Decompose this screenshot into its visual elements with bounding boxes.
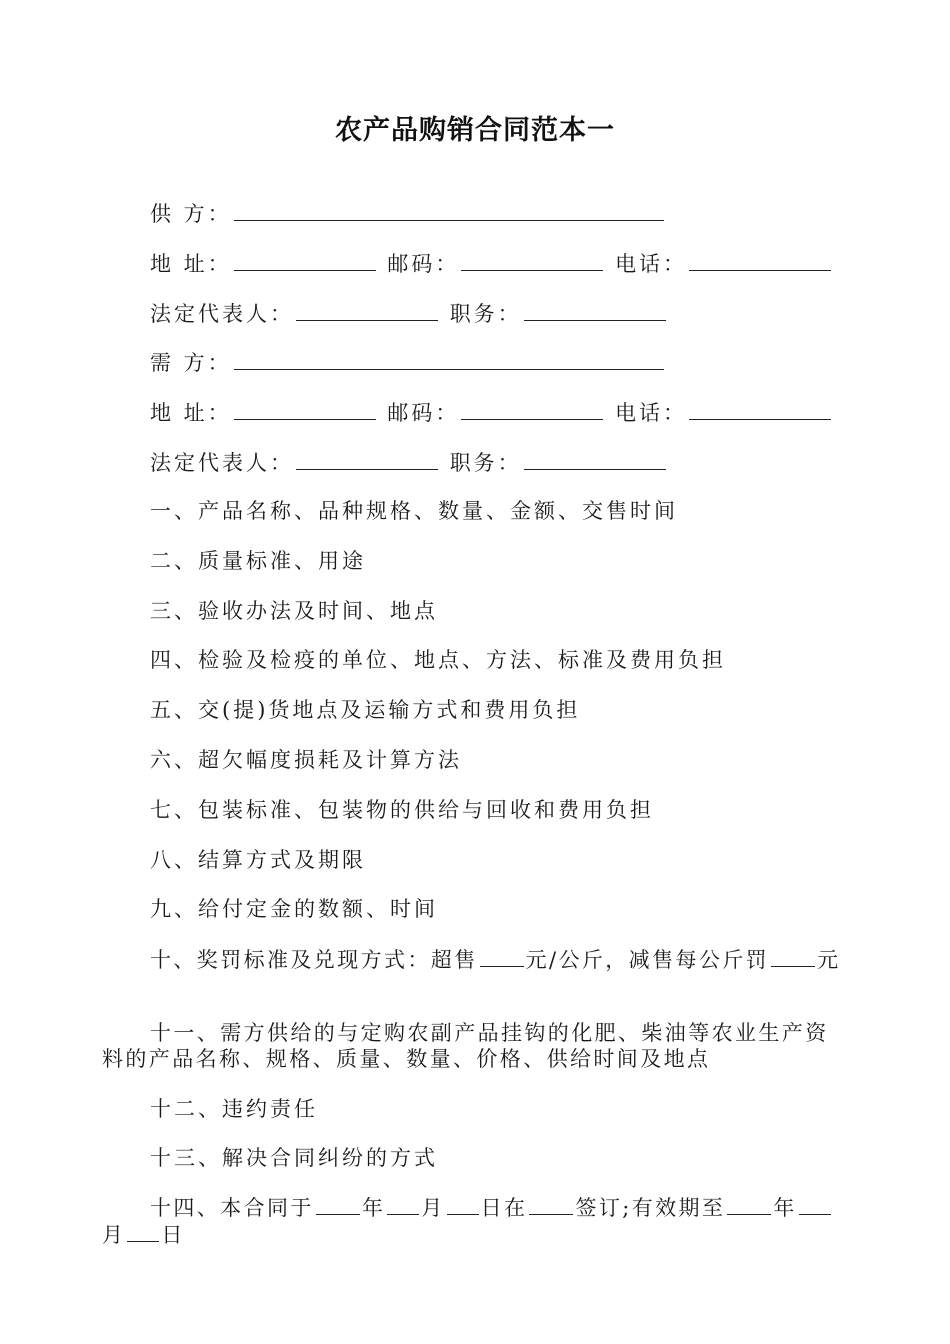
clause-14-year-label: 年 — [361, 1196, 386, 1220]
clause-11: 十一、需方供给的与定购农副产品挂钩的化肥、柴油等农业生产资料的产品名称、规格、质量、数量、价格、供给时间及地点 — [102, 1021, 829, 1071]
supplier-phone-label: 电话： — [615, 252, 688, 276]
clause-14-day-blank[interactable] — [447, 1194, 479, 1215]
clause-10 — [102, 946, 850, 973]
buyer-rep-line — [150, 447, 668, 478]
document-title: 农产品购销合同范本一 — [335, 115, 615, 146]
clause-14-end-year-blank[interactable] — [727, 1194, 771, 1215]
buyer-address-label: 地 址： — [150, 401, 232, 425]
buyer-address-line — [150, 397, 833, 428]
supplier-address-blank[interactable] — [234, 248, 376, 271]
buyer-postcode-label: 邮码： — [387, 401, 460, 425]
supplier-rep-label: 法定代表人： — [150, 302, 294, 326]
clause-9: 九、给付定金的数额、时间 — [150, 897, 438, 921]
buyer-name-blank[interactable] — [234, 347, 664, 370]
clause-10-part3: 元 — [817, 948, 841, 972]
buyer-position-blank[interactable] — [524, 447, 666, 470]
clause-2: 二、质量标准、用途 — [150, 549, 366, 573]
clause-5: 五、交(提)货地点及运输方式和费用负担 — [150, 698, 581, 722]
supplier-postcode-label: 邮码： — [387, 252, 460, 276]
buyer-position-label: 职务： — [449, 451, 522, 475]
clause-14-end-year-label: 年 — [773, 1196, 797, 1220]
supplier-address-line — [150, 248, 833, 279]
buyer-party-line — [150, 347, 666, 378]
buyer-phone-blank[interactable] — [689, 397, 831, 420]
supplier-address-label: 地 址： — [150, 252, 232, 276]
clause-13: 十三、解决合同纠纷的方式 — [150, 1146, 438, 1170]
supplier-postcode-blank[interactable] — [461, 248, 603, 271]
clause-1: 一、产品名称、品种规格、数量、金额、交售时间 — [150, 499, 678, 523]
buyer-postcode-blank[interactable] — [461, 397, 603, 420]
supplier-position-blank[interactable] — [524, 298, 666, 321]
supplier-party-label: 供 方： — [150, 202, 232, 226]
clause-10-penalty-blank[interactable] — [771, 946, 815, 967]
clause-14 — [102, 1194, 850, 1248]
clause-3: 三、验收办法及时间、地点 — [150, 599, 438, 623]
supplier-name-blank[interactable] — [234, 198, 664, 221]
supplier-position-label: 职务： — [449, 302, 522, 326]
clause-7: 七、包装标准、包装物的供给与回收和费用负担 — [150, 798, 654, 822]
supplier-rep-blank[interactable] — [296, 298, 438, 321]
clause-14-end-day-blank[interactable] — [127, 1221, 159, 1242]
buyer-address-blank[interactable] — [234, 397, 376, 420]
buyer-rep-label: 法定代表人： — [150, 451, 294, 475]
clause-14-end-month-label: 月 — [102, 1223, 126, 1247]
clause-14-end-day-label: 日 — [161, 1223, 185, 1247]
buyer-rep-blank[interactable] — [296, 447, 438, 470]
supplier-rep-line — [150, 298, 668, 329]
clause-14-month-label: 月 — [421, 1196, 445, 1220]
clause-14-part1: 十四、本合同于 — [150, 1196, 314, 1220]
clause-8: 八、结算方式及期限 — [150, 848, 366, 872]
supplier-phone-blank[interactable] — [689, 248, 831, 271]
supplier-party-line — [150, 198, 666, 229]
clause-14-year-blank[interactable] — [316, 1194, 360, 1215]
clause-14-day-label: 日在 — [480, 1196, 528, 1220]
clause-10-part1: 十、奖罚标准及兑现方式：超售 — [150, 948, 478, 972]
clause-14-month-blank[interactable] — [387, 1194, 419, 1215]
clause-10-part2: 元/公斤，减售每公斤罚 — [525, 948, 770, 972]
buyer-phone-label: 电话： — [615, 401, 688, 425]
clause-10-oversell-blank[interactable] — [480, 946, 524, 967]
clause-12: 十二、违约责任 — [150, 1097, 318, 1121]
clause-14-end-month-blank[interactable] — [799, 1194, 831, 1215]
clause-6: 六、超欠幅度损耗及计算方法 — [150, 748, 462, 772]
buyer-party-label: 需 方： — [150, 351, 232, 375]
clause-14-signed-label: 签订;有效期至 — [575, 1196, 726, 1220]
clause-4: 四、检验及检疫的单位、地点、方法、标准及费用负担 — [150, 648, 726, 672]
clause-14-place-blank[interactable] — [529, 1194, 573, 1215]
